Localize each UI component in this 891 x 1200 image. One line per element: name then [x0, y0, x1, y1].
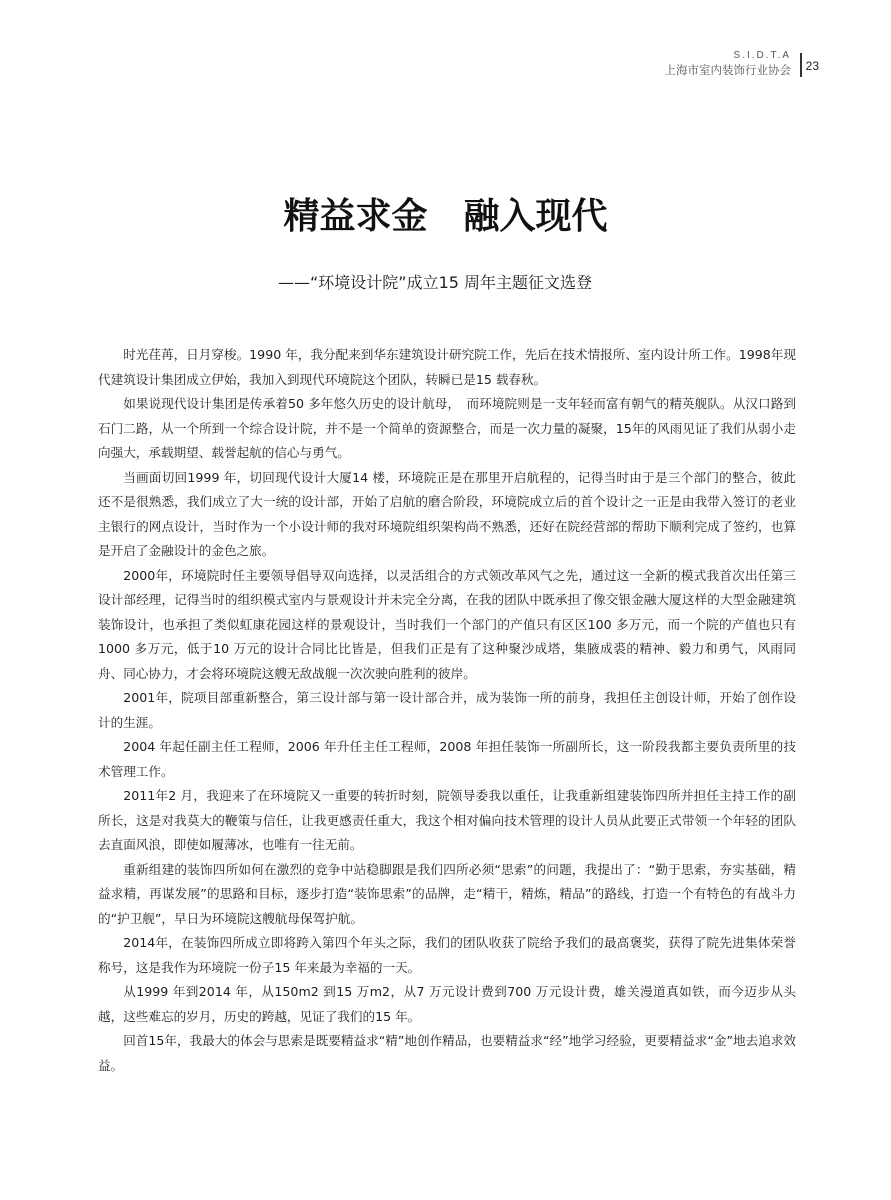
- header-divider: [800, 53, 802, 77]
- page-header: [519, 50, 819, 86]
- paragraph: 回首15年，我最大的体会与思索是既要精益求“精”地创作精品，也要精益求“经”地学习经验，更要精益求“金”地去追求效益。: [98, 1033, 796, 1073]
- paragraph: 2004 年起任副主任工程师，2006 年升任主任工程师，2008 年担任装饰一所副所长，这一阶段我都主要负责所里的技术管理工作。: [98, 739, 796, 779]
- paragraph: 2014年，在装饰四所成立即将跨入第四个年头之际，我们的团队收获了院给予我们的最高褒奖，获得了院先进集体荣誉称号，这是我作为环境院一份子15 年来最为幸福的一天。: [98, 935, 796, 975]
- paragraph: 当画面切回1999 年，切回现代设计大厦14 楼，环境院正是在那里开启航程的，记得当时由于是三个部门的整合，彼此还不是很熟悉，我们成立了大一统的设计部，开始了启航的磨合阶段，环境院成立后的首个设计之一正是由我带入签订的老业主银行的网点设计，当时作为一个小设计师的我对环境院组织架构尚不熟悉，还好在院经营部的帮助下顺利完成了签约，也算是开启了金融设计的金色之旅。: [98, 469, 796, 558]
- article-body: [98, 343, 796, 1078]
- header-text: [665, 50, 792, 78]
- association-name: 上海市室内装饰行业协会: [664, 63, 791, 77]
- paragraph: 如果说现代设计集团是传承着50 多年悠久历史的设计航母， 而环境院则是一支年轻而富有朝气的精英舰队。从汉口路到石门二路，从一个所到一个综合设计院，并不是一个简单的资源整合，而是一次力量的凝聚，15年的风雨见证了我们从弱小走向强大，承载期望、载誉起航的信心与勇气。: [98, 396, 796, 460]
- article-subtitle: ——“环境设计院”成立15 周年主题征文选登: [278, 273, 593, 292]
- paragraph: 2011年2 月，我迎来了在环境院又一重要的转折时刻，院领导委我以重任，让我重新组建装饰四所并担任主持工作的副所长，这是对我莫大的鞭策与信任，让我更感责任重大，我这个相对偏向技术管理的设计人员从此要正式带领一个年轻的团队去直面风浪，即使如履薄冰，也唯有一往无前。: [98, 788, 796, 852]
- paragraph: 重新组建的装饰四所如何在激烈的竞争中站稳脚跟是我们四所必须“思索”的问题，我提出了：“勤于思索，夯实基础，精益求精，再谋发展”的思路和目标，逐步打造“装饰思索”的品牌，走“精干，精炼，精品”的路线，打造一个有特色的有战斗力的“护卫舰”，早日为环境院这艘航母保驾护航。: [98, 861, 796, 926]
- article-title: 精益求金 融入现代: [283, 196, 608, 237]
- paragraph: 2000年，环境院时任主要领导倡导双向选择，以灵活组合的方式领改革风气之先，通过这一全新的模式我首次出任第三设计部经理，记得当时的组织模式室内与景观设计并未完全分离，在我的团队中既承担了像交银金融大厦这样的大型金融建筑装饰设计，也承担了类似虹康花园这样的景观设计，当时我们一个部门的产值只有区区100 多万元，而一个院的产值也只有1000 多万元，低于10 万元的设计合同比比皆是，但我们正是有了这种聚沙成塔，集腋成裘的精神、毅力和勇气，风雨同舟、同心协力，才会将环境院这艘无敌战舰一次次驶向胜利的彼岸。: [98, 567, 796, 681]
- paragraph: 时光荏苒，日月穿梭。1990 年，我分配来到华东建筑设计研究院工作，先后在技术情报所、室内设计所工作。1998年现代建筑设计集团成立伊始，我加入到现代环境院这个团队，转瞬已是15 载春秋。: [98, 347, 796, 387]
- association-abbreviation: S.I.D.T.A: [733, 50, 791, 61]
- page-number: 23: [805, 59, 819, 73]
- paragraph: 从1999 年到2014 年，从150m2 到15 万m2，从7 万元设计费到700 万元设计费，雄关漫道真如铁，而今迈步从头越，这些难忘的岁月，历史的跨越，见证了我们的15 年。: [98, 984, 796, 1024]
- paragraph: 2001年，院项目部重新整合，第三设计部与第一设计部合并，成为装饰一所的前身，我担任主创设计师，开始了创作设计的生涯。: [98, 690, 796, 730]
